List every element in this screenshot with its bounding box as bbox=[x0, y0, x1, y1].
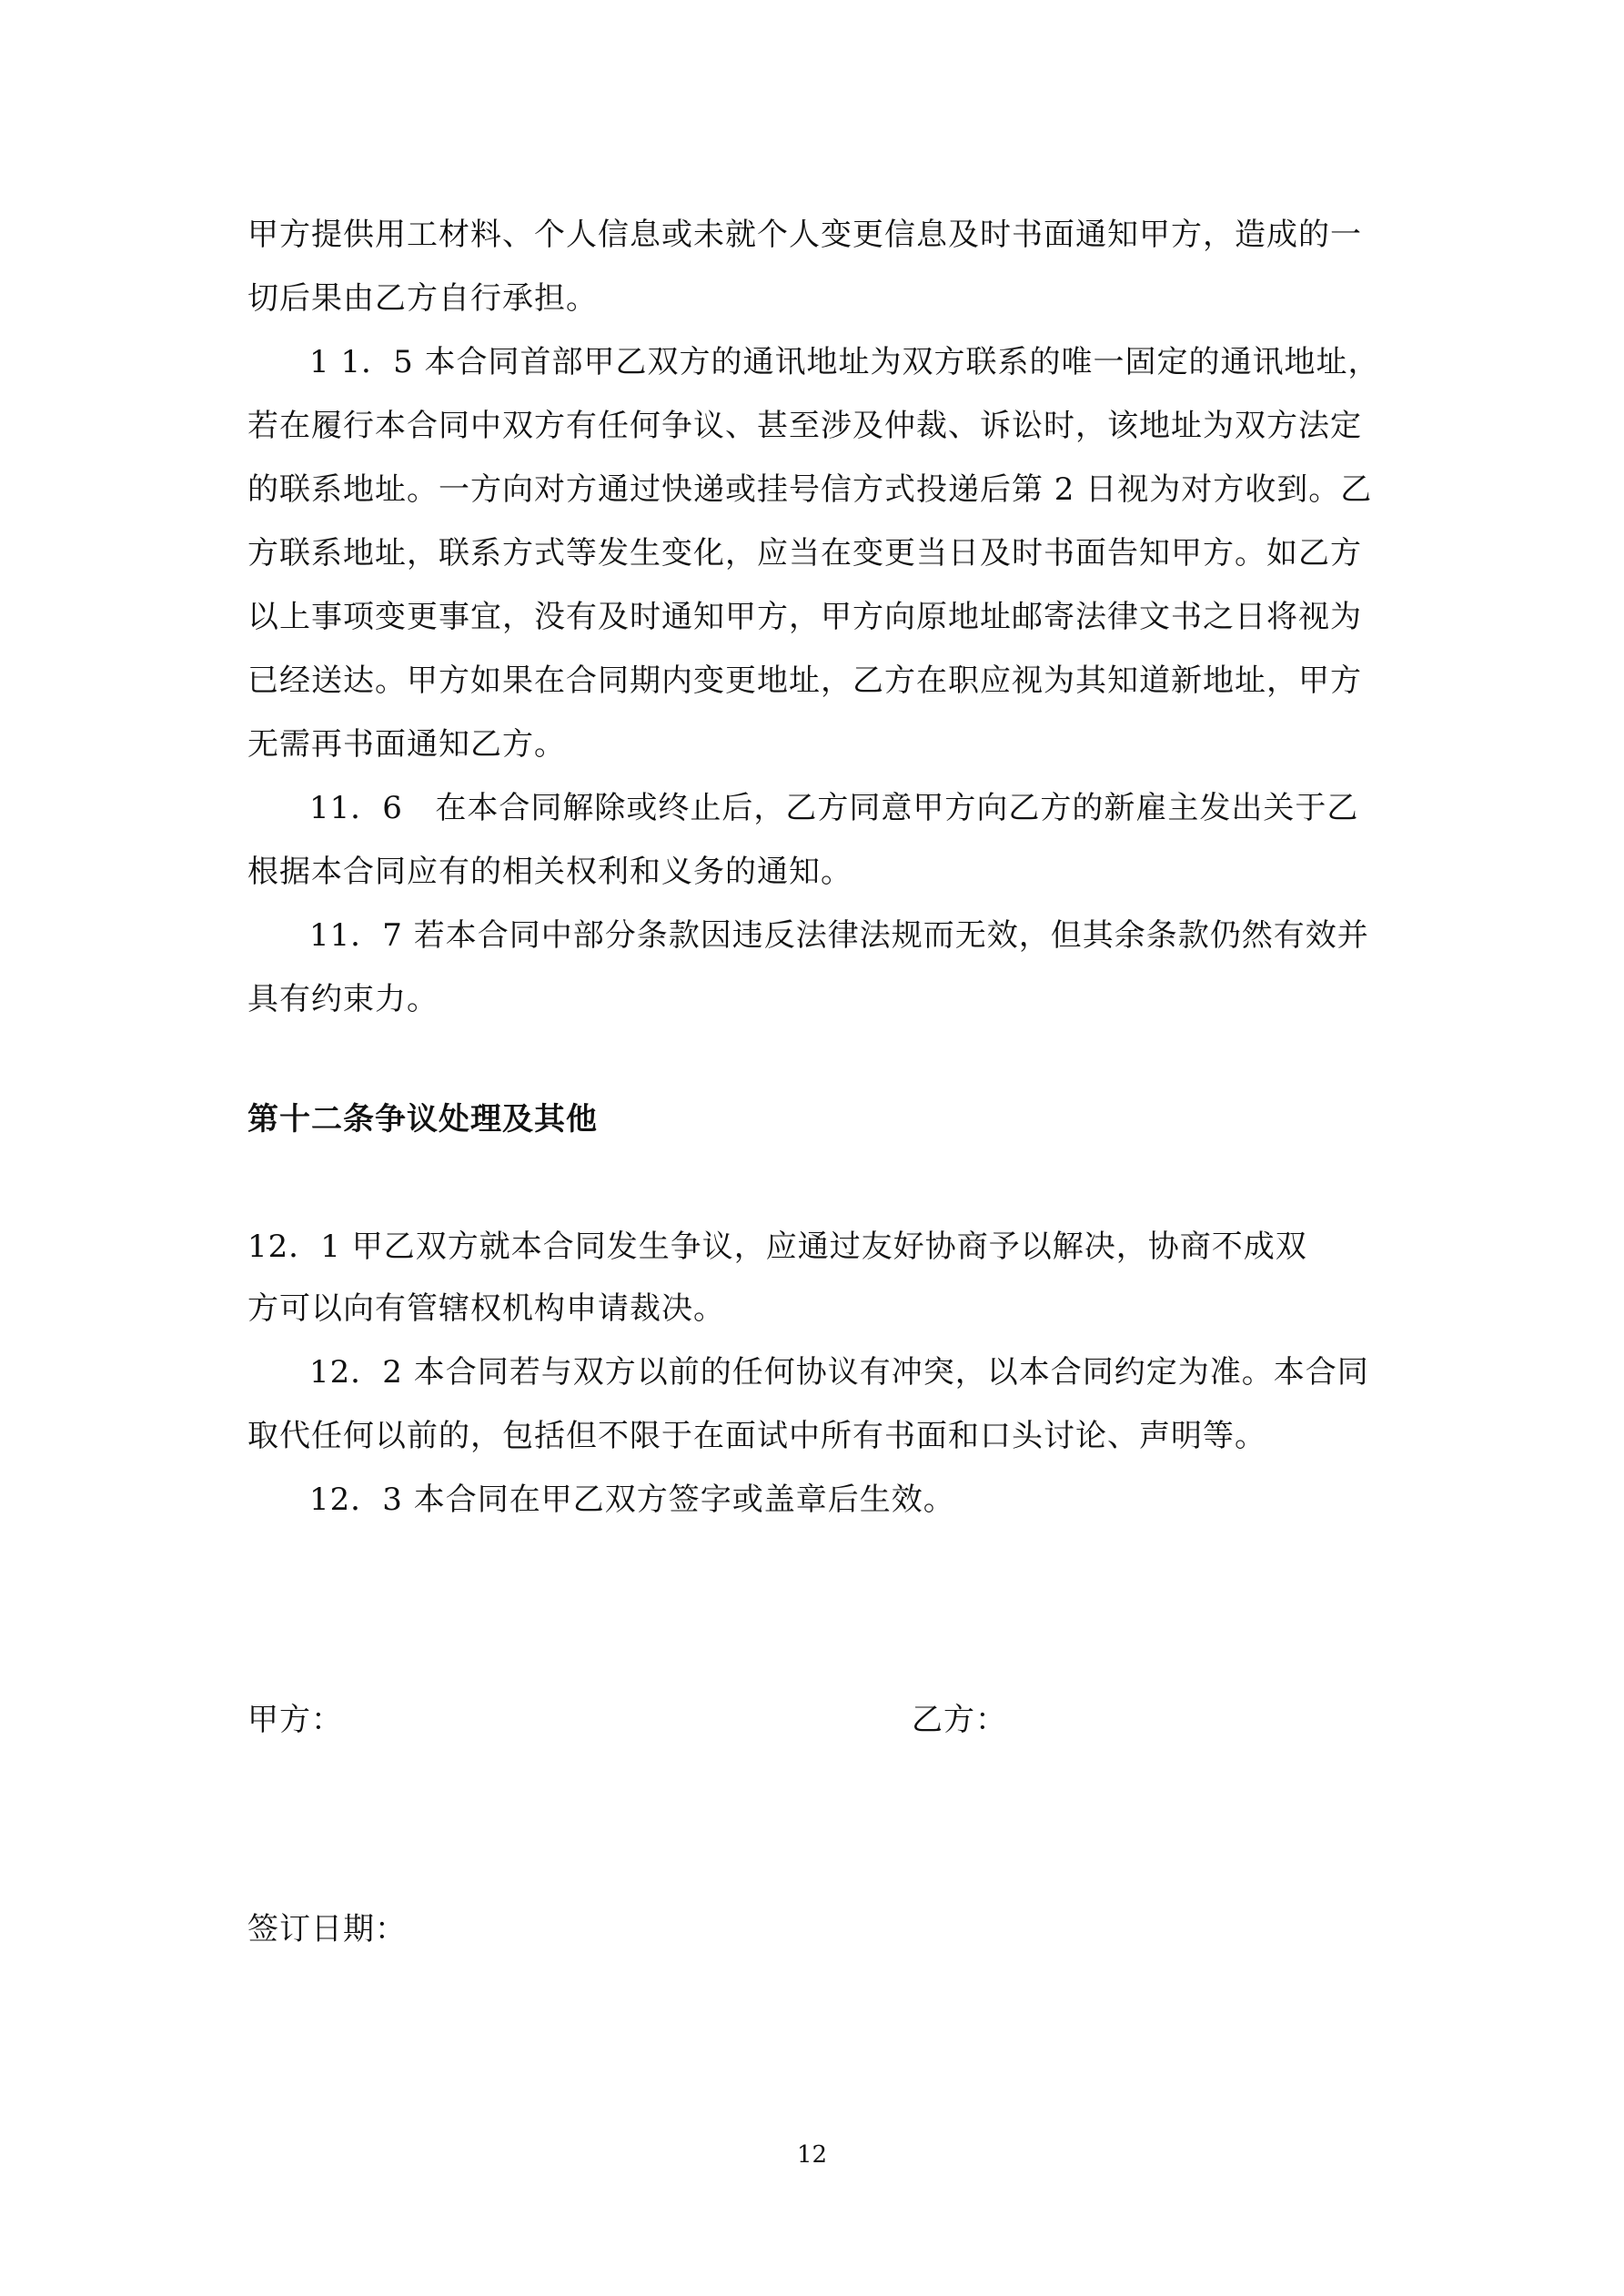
clause-11-5-line-5: 以上事项变更事宜，没有及时通知甲方，甲方向原地址邮寄法律文书之日将视为 bbox=[247, 599, 1362, 635]
section-12-heading: 第十二条争议处理及其他 bbox=[247, 1101, 598, 1138]
clause-12-1-line-1: 12．1 甲乙双方就本合同发生争议，应通过友好协商予以解决，协商不成双 bbox=[247, 1229, 1307, 1265]
party-b-label: 乙方： bbox=[912, 1702, 1007, 1738]
clause-12-2-line-1: 12．2 本合同若与双方以前的任何协议有冲突，以本合同约定为准。本合同 bbox=[309, 1354, 1369, 1391]
clause-11-5-line-4: 方联系地址，联系方式等发生变化，应当在变更当日及时书面告知甲方。如乙方 bbox=[247, 535, 1362, 571]
clause-11-4-line-2: 切后果由乙方自行承担。 bbox=[247, 280, 598, 317]
clause-11-5-line-1: 1 1．5 本合同首部甲乙双方的通讯地址为双方联系的唯一固定的通讯地址， bbox=[309, 344, 1380, 380]
clause-11-7-line-2: 具有约束力。 bbox=[247, 981, 439, 1017]
clause-12-2-line-2: 取代任何以前的，包括但不限于在面试中所有书面和口头讨论、声明等。 bbox=[247, 1418, 1266, 1454]
signing-date-label: 签订日期： bbox=[247, 1911, 407, 1947]
clause-12-3-line-1: 12．3 本合同在甲乙双方签字或盖章后生效。 bbox=[309, 1482, 955, 1518]
clause-12-1-line-2: 方可以向有管辖权机构申请裁决。 bbox=[247, 1290, 725, 1327]
clause-11-6-line-1: 11．6 在本合同解除或终止后，乙方同意甲方向乙方的新雇主发出关于乙 bbox=[309, 790, 1359, 826]
clause-11-5-line-7: 无需再书面通知乙方。 bbox=[247, 726, 566, 763]
party-a-label: 甲方： bbox=[247, 1702, 343, 1738]
clause-11-5-line-6: 已经送达。甲方如果在合同期内变更地址，乙方在职应视为其知道新地址，甲方 bbox=[247, 663, 1362, 699]
clause-11-6-line-2: 根据本合同应有的相关权利和义务的通知。 bbox=[247, 854, 852, 890]
clause-11-5-line-2: 若在履行本合同中双方有任何争议、甚至涉及仲裁、诉讼时，该地址为双方法定 bbox=[247, 408, 1362, 444]
clause-11-4-line-1: 甲方提供用工材料、个人信息或未就个人变更信息及时书面通知甲方，造成的一 bbox=[247, 217, 1362, 253]
clause-11-7-line-1: 11．7 若本合同中部分条款因违反法律法规而无效，但其余条款仍然有效并 bbox=[309, 917, 1369, 954]
clause-11-5-line-3: 的联系地址。一方向对方通过快递或挂号信方式投递后第 2 日视为对方收到。乙 bbox=[247, 471, 1373, 508]
page-number: 12 bbox=[796, 2141, 828, 2169]
